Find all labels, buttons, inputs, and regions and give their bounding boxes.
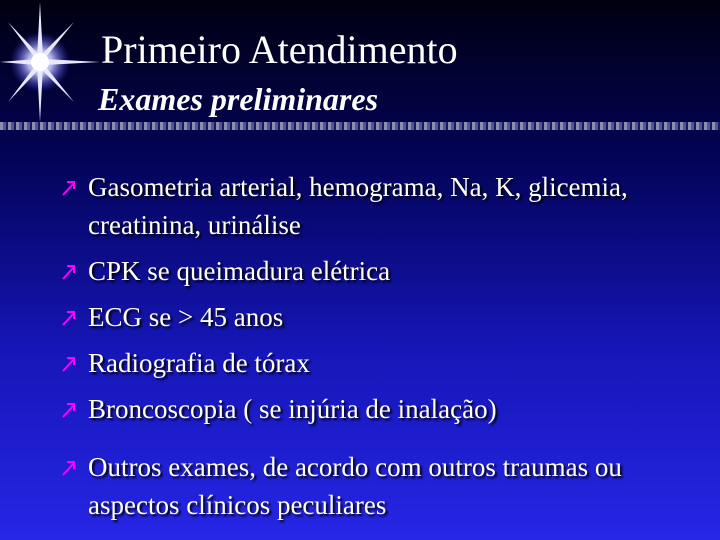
bullet-item (60, 168, 710, 244)
bullet-item (60, 344, 710, 382)
bullet-text: Gasometria arterial, hemograma, Na, K, glicemia, creatinina, urinálise (88, 172, 628, 240)
bullet-list (60, 168, 710, 532)
bullet-text: ECG se > 45 anos (88, 302, 284, 332)
arrow-up-right-icon (60, 354, 78, 374)
bullet-text: Broncoscopia ( se injúria de inalação) (88, 394, 497, 424)
bullet-item (60, 390, 710, 428)
slide-subtitle: Exames preliminares (98, 81, 379, 117)
arrow-up-right-icon (60, 262, 78, 282)
arrow-up-right-icon (60, 308, 78, 328)
bullet-item (60, 448, 710, 524)
bullet-text: Outros exames, de acordo com outros traumas ou aspectos clínicos peculiares (88, 452, 622, 520)
slide-title: Primeiro Atendimento (101, 27, 458, 72)
bullet-item (60, 298, 710, 336)
bullet-text: CPK se queimadura elétrica (88, 256, 391, 286)
arrow-up-right-icon (60, 400, 78, 420)
title-divider (0, 122, 720, 130)
arrow-up-right-icon (60, 178, 78, 198)
bullet-text: Radiografia de tórax (88, 348, 310, 378)
starburst-icon (0, 0, 110, 135)
arrow-up-right-icon (60, 458, 78, 478)
bullet-item (60, 252, 710, 290)
